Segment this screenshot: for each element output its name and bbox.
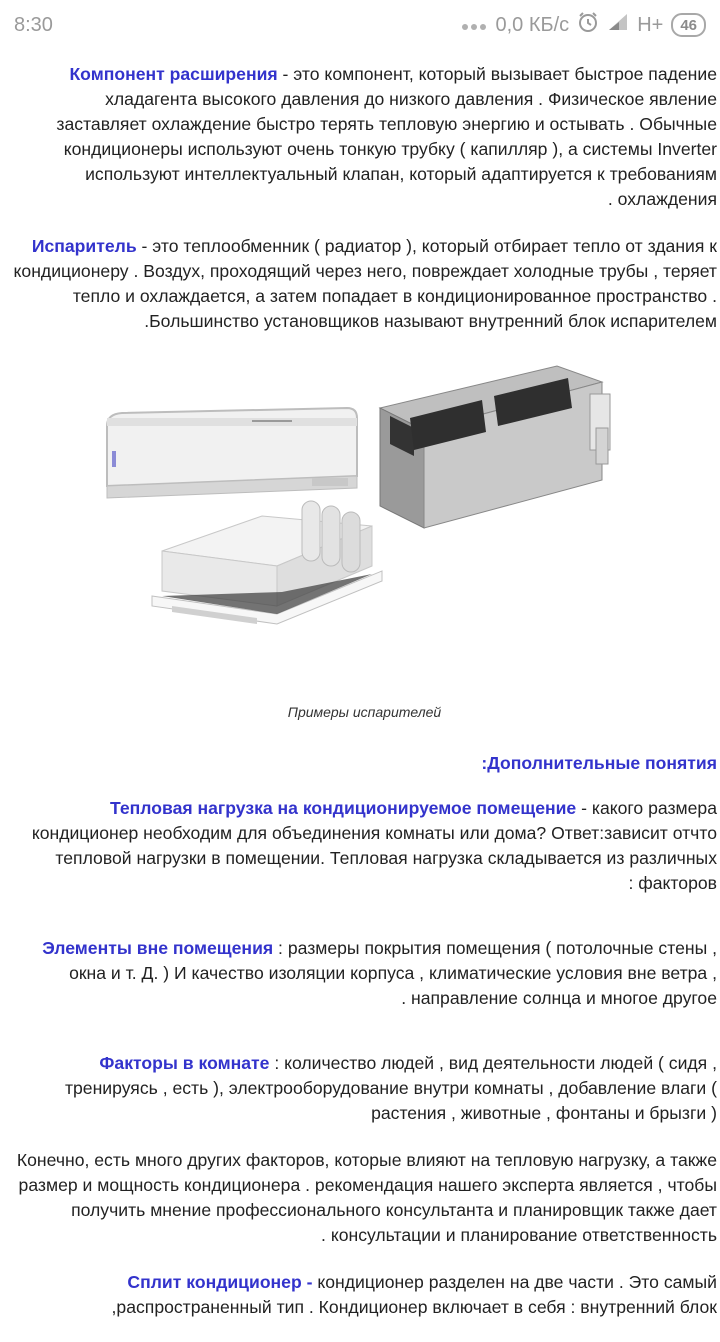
figure-caption: Примеры испарителей — [287, 704, 442, 720]
paragraph-text: Конечно, есть много других факторов, которые влияют на тепловую нагрузку, а также размер и мощность кондиционера . рекомендация нашего эксперта является , чтобы получить мнение профессионального консультанта и планировщик также дает консультации и планирование ответственность . — [16, 1150, 717, 1245]
paragraph-split-ac — [12, 1270, 717, 1320]
battery-icon — [671, 13, 706, 37]
dots-icon — [461, 14, 487, 37]
wall-unit-illustration — [107, 408, 357, 498]
paragraph-other-factors — [12, 1148, 717, 1248]
article-content — [12, 62, 717, 1342]
paragraph-text: кондиционер разделен на две части . Это самый распространенный тип . Кондиционер включает в себя : внутренний блок, — [111, 1272, 717, 1317]
paragraph-text: : количество людей , вид деятельности людей ( сидя , тренируясь , есть ), электрооборудование внутри комнаты , добавление влаги ( растения , животные , фонтаны и брызги ) — [64, 1053, 717, 1123]
paragraph-text: - это компонент, который вызывает быстрое падение хладагента высокого давления до низкого давления . Физическое явление заставляет охлаждение быстро терять тепловую энергию и остывать . Обычные кондиционеры используют очень тонкую трубку ( капилляр ), а системы Inverter используют интеллектуальный клапан, который адаптируется к требованиям охлаждения . — [56, 64, 717, 209]
paragraph-room-factors — [12, 1051, 717, 1126]
network-speed: 0,0 КБ/с — [495, 13, 570, 36]
evaporator-examples-image — [12, 356, 717, 696]
paragraph-text: - какого размера кондиционер необходим для объединения комнаты или дома? Ответ:зависит отчто тепловой нагрузки в помещении. Тепловая нагрузка складывается из различных факторов : — [31, 798, 717, 893]
battery-level: 46 — [680, 16, 697, 34]
section-heading: Дополнительные понятия: — [481, 753, 717, 773]
duct-unit-illustration — [380, 366, 610, 528]
term-heat-load: Тепловая нагрузка на кондиционируемое помещение — [110, 798, 577, 818]
term-outside-elements: Элементы вне помещения — [42, 938, 274, 958]
alarm-clock-icon — [577, 11, 599, 39]
paragraph-text: - это теплообменник ( радиатор ), который отбирает тепло от здания к кондиционеру . Воздух, проходящий через него, повреждает холодные трубы , теряет тепло и охлаждается, а затем попадает в кондиционированное пространство . Большинство установщиков называют внутренний блок испарителем. — [13, 236, 717, 331]
term-expansion-component: Компонент расширения — [69, 64, 278, 84]
cassette-unit-illustration — [152, 501, 382, 624]
paragraph-evaporator — [12, 234, 717, 334]
term-evaporator: Испаритель — [31, 236, 137, 256]
status-indicators — [461, 11, 706, 39]
network-type: H+ — [637, 13, 664, 36]
signal-icon — [607, 12, 629, 38]
term-split-ac: Сплит кондиционер - — [127, 1272, 313, 1292]
status-bar — [0, 0, 720, 50]
paragraph-outside-elements — [12, 936, 717, 1011]
paragraph-expansion-component — [12, 62, 717, 212]
status-time: 8:30 — [14, 13, 53, 36]
term-room-factors: Факторы в комнате — [99, 1053, 270, 1073]
paragraph-text: : размеры покрытия помещения ( потолочные стены , окна и т. Д. ) И качество изоляции корпуса , климатические условия вне ветра , направление солнца и многое другое . — [69, 938, 717, 1008]
paragraph-heat-load — [12, 796, 717, 896]
